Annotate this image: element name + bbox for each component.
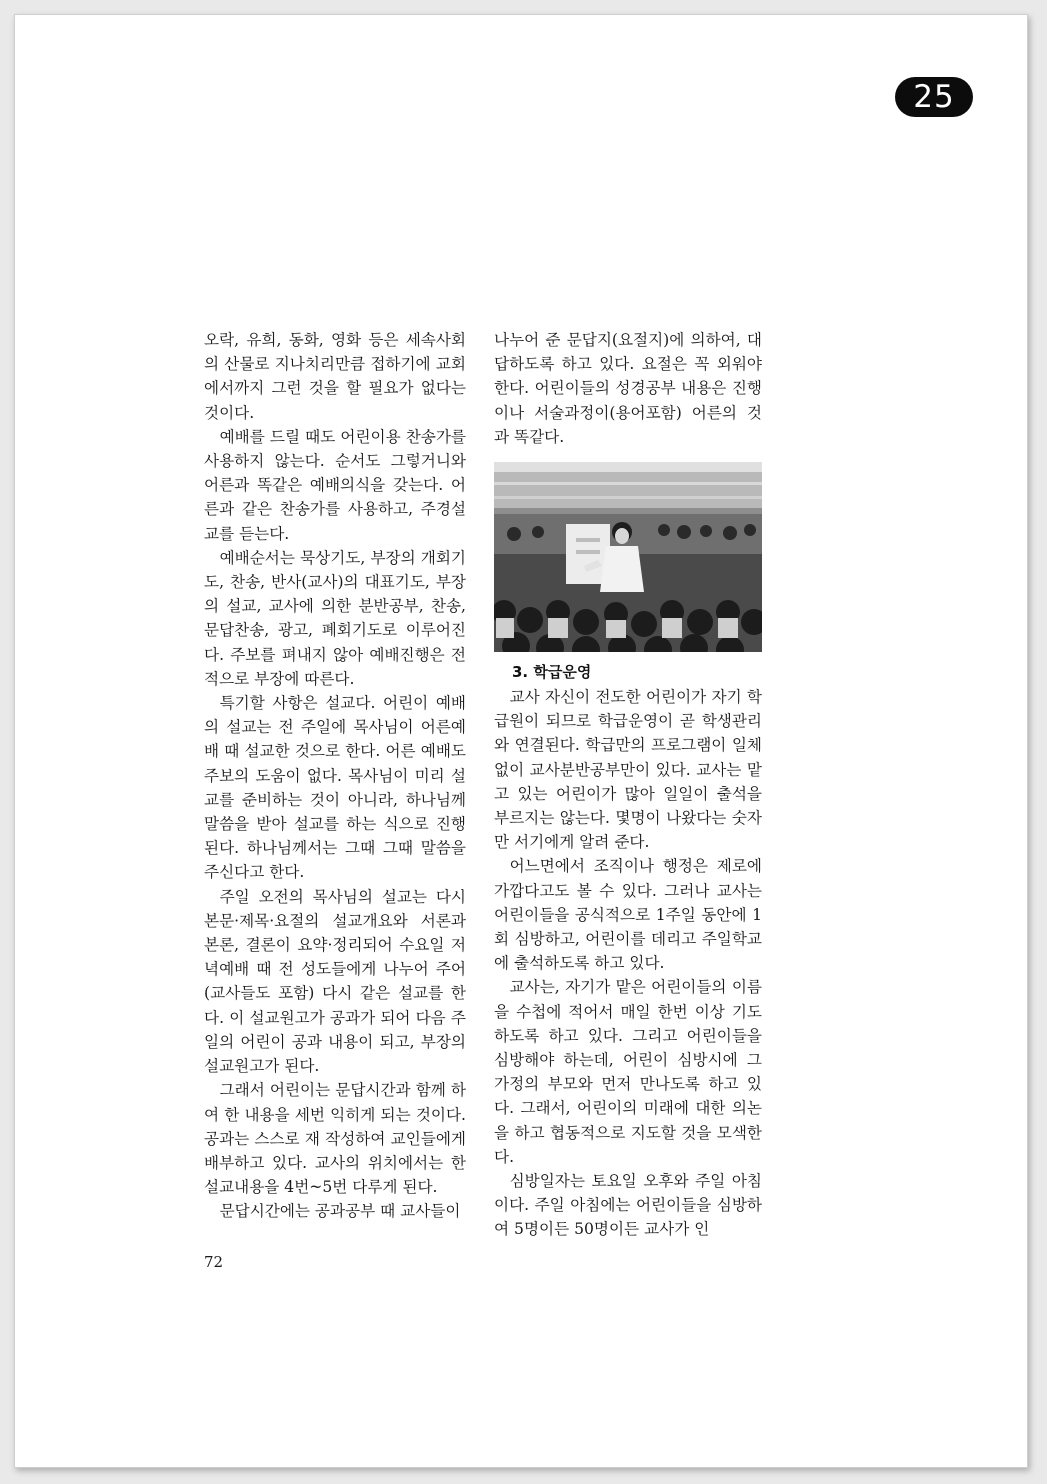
chapter-number-badge: 25 xyxy=(895,77,973,117)
left-text-column xyxy=(204,328,466,1224)
right-text-column-bottom xyxy=(494,685,762,1242)
paragraph: 심방일자는 토요일 오후와 주일 아침이다. 주일 아침에는 어린이들을 심방하여 5명이든 50명이든 교사가 인 xyxy=(494,1172,762,1239)
paragraph: 예배를 드릴 때도 어린이용 찬송가를 사용하지 않는다. 순서도 그렇거니와 어른과 똑같은 예배의식을 갖는다. 어른과 같은 찬송가를 사용하고, 주경설교를 듣는다. xyxy=(204,427,466,543)
section-heading: 3. 학급운영 xyxy=(512,663,592,681)
paragraph: 나누어 준 문답지(요절지)에 의하여, 대답하도록 하고 있다. 요절은 꼭 외워야 한다. 어린이들의 성경공부 내용은 진행이나 서술과정이(용어포함) 어른의 것과 똑같다. xyxy=(494,331,762,446)
paragraph: 교사 자신이 전도한 어린이가 자기 학급원이 되므로 학급운영이 곧 학생관리와 연결된다. 학급만의 프로그램이 일체없이 교사분반공부만이 있다. 교사는 맡고 있는 어린이가 많아 일일이 출석을 부르지는 않는다. 몇명이 나왔다는 숫자만 서기에게 알려 준다. xyxy=(494,688,762,852)
paragraph: 어느면에서 조직이나 행정은 제로에 가깝다고도 볼 수 있다. 그러나 교사는 어린이들을 공식적으로 1주일 동안에 1회 심방하고, 어린이를 데리고 주일학교에 출석하도록 하고 있다. xyxy=(494,857,762,973)
paragraph: 오락, 유희, 동화, 영화 등은 세속사회의 산물로 지나치리만큼 접하기에 교회에서까지 그런 것을 할 필요가 없다는 것이다. xyxy=(204,331,466,422)
classroom-photo xyxy=(494,462,762,652)
paragraph: 예배순서는 묵상기도, 부장의 개회기도, 찬송, 반사(교사)의 대표기도, 부장의 설교, 교사에 의한 분반공부, 찬송, 문답찬송, 광고, 폐회기도로 이루어진다. 주보를 펴내지 않아 예배진행은 전적으로 부장에 따른다. xyxy=(204,548,466,688)
page-number: 72 xyxy=(204,1253,224,1271)
classroom-photo-image xyxy=(494,462,762,652)
paragraph: 교사는, 자기가 맡은 어린이들의 이름을 수첩에 적어서 매일 한번 이상 기도하도록 하고 있다. 그리고 어린이들을 심방해야 하는데, 어린이 심방시에 그 가정의 부모와 먼저 만나도록 하고 있다. 그래서, 어린이의 미래에 대한 의논을 하고 협동적으로 지도할 것을 모색한다. xyxy=(494,978,762,1166)
right-text-column-top xyxy=(494,328,762,449)
paragraph: 주일 오전의 목사님의 설교는 다시 본문·제목·요절의 설교개요와 서론과 본론, 결론이 요약·정리되어 수요일 저녁예배 때 전 성도들에게 나누어 주어(교사들도 포함) 다시 같은 설교를 한다. 이 설교원고가 공과가 되어 다음 주일의 어린이 공과 내용이 되고, 부장의 설교원고가 된다. xyxy=(204,887,466,1076)
paragraph: 문답시간에는 공과공부 때 교사들이 xyxy=(219,1202,461,1221)
paragraph: 그래서 어린이는 문답시간과 함께 하여 한 내용을 세번 익히게 되는 것이다. 공과는 스스로 재 작성하여 교인들에게 배부하고 있다. 교사의 위치에서는 한 설교내용을 4번~5번 다루게 된다. xyxy=(204,1081,466,1197)
paragraph: 특기할 사항은 설교다. 어린이 예배의 설교는 전 주일에 목사님이 어른예배 때 설교한 것으로 한다. 어른 예배도 주보의 도움이 없다. 목사님이 미리 설교를 준비하는 것이 아니라, 하나님께 말씀을 받아 설교를 하는 식으로 진행된다. 하나님께서는 그때 그때 말씀을 주신다고 한다. xyxy=(204,694,466,882)
